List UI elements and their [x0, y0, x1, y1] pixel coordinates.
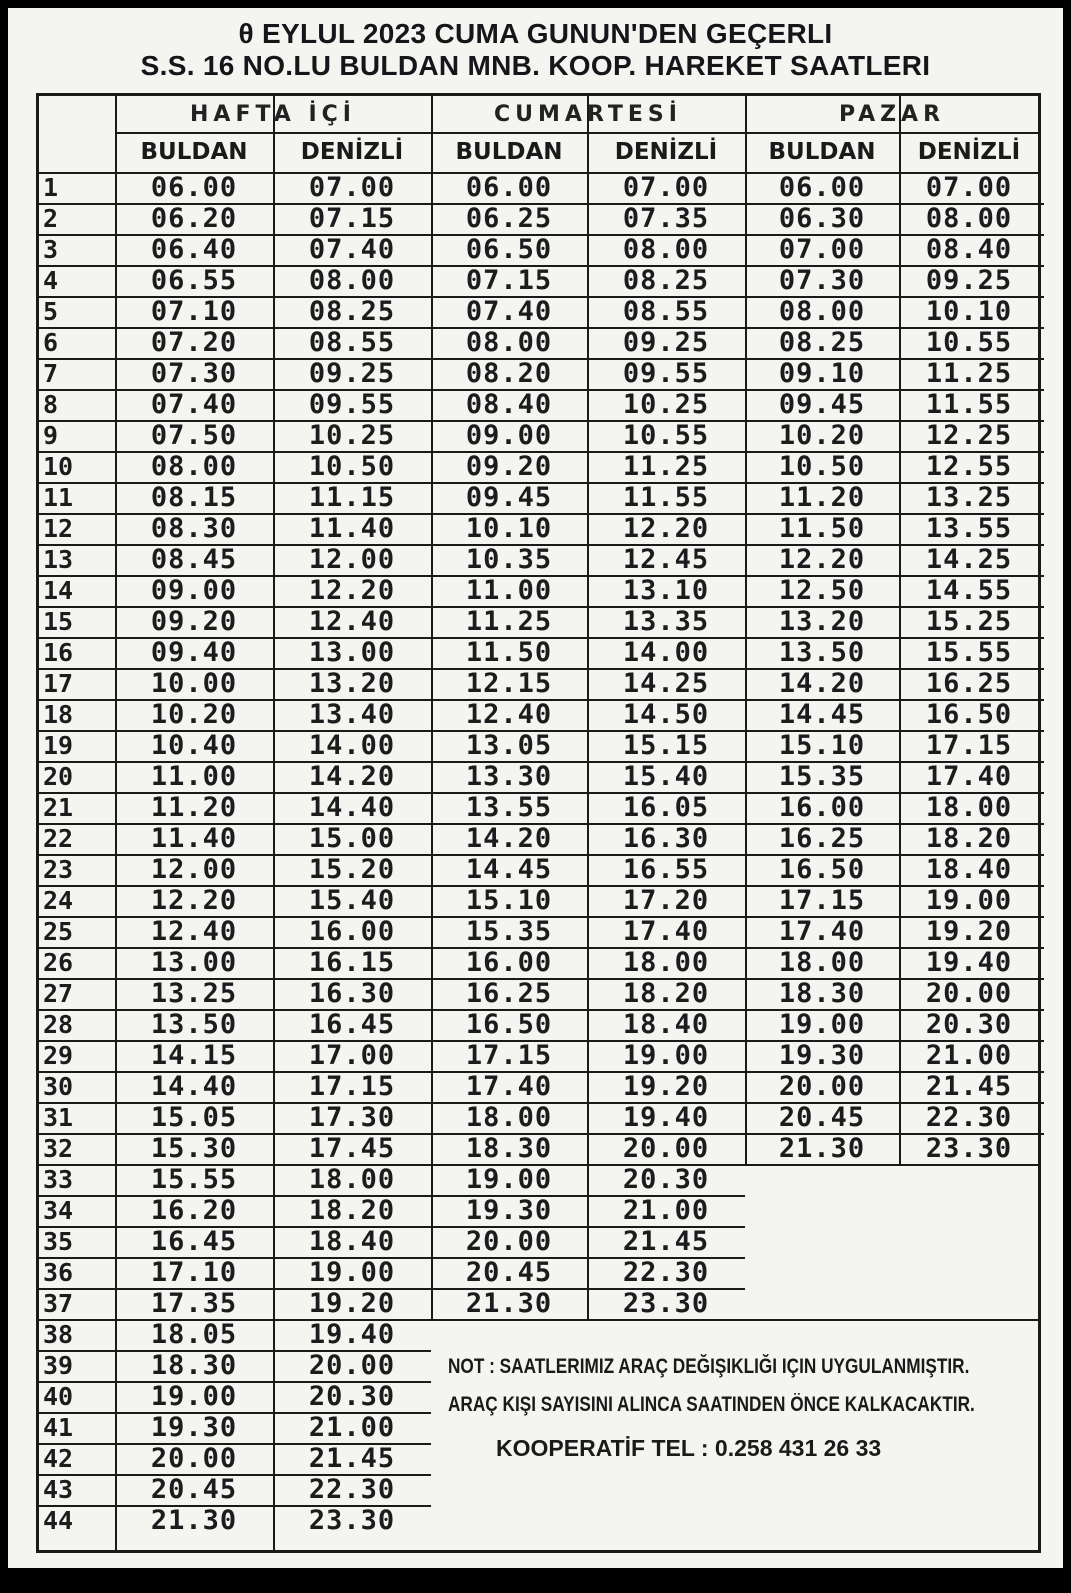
pazar-time: 18.30: [778, 978, 866, 1009]
pazar-time: 09.25: [925, 265, 1013, 296]
pazar-time: 08.00: [778, 296, 866, 327]
hafta_ici-time: 13.00: [308, 637, 396, 668]
row-number: 30: [43, 1072, 74, 1101]
hafta_ici-time: 15.55: [150, 1164, 238, 1195]
pazar-time: 07.00: [925, 172, 1013, 203]
row-number: 10: [43, 452, 74, 481]
hafta_ici-time: 08.55: [308, 327, 396, 358]
hafta_ici-time: 11.15: [308, 482, 396, 513]
cumartesi-time: 18.30: [465, 1133, 553, 1164]
timetable-sheet: [8, 8, 1063, 1568]
hafta_ici-time: 07.40: [308, 234, 396, 265]
hafta_ici-time: 23.30: [308, 1505, 396, 1536]
row-number: 16: [43, 638, 74, 667]
row-number: 40: [43, 1382, 74, 1411]
hafta_ici-time: 09.00: [150, 575, 238, 606]
pazar-time: 17.40: [778, 916, 866, 947]
hafta_ici-time: 14.15: [150, 1040, 238, 1071]
pazar-time: 16.00: [778, 792, 866, 823]
hafta_ici-time: 20.00: [308, 1350, 396, 1381]
row-number: 19: [43, 731, 74, 760]
hafta_ici-time: 09.20: [150, 606, 238, 637]
pazar-time: 11.55: [925, 389, 1013, 420]
cumartesi-time: 19.20: [622, 1071, 710, 1102]
hafta_ici-time: 15.00: [308, 823, 396, 854]
cumartesi-time: 09.20: [465, 451, 553, 482]
row-number: 38: [43, 1320, 74, 1349]
cumartesi-time: 10.10: [465, 513, 553, 544]
pazar-time: 18.00: [925, 792, 1013, 823]
row-number: 39: [43, 1351, 74, 1380]
group-header-divider: [115, 132, 1038, 134]
cumartesi-time: 11.25: [622, 451, 710, 482]
cumartesi-time: 06.25: [465, 203, 553, 234]
hafta_ici-time: 13.20: [308, 668, 396, 699]
hafta_ici-time: 22.30: [308, 1474, 396, 1505]
cumartesi-time: 22.30: [622, 1257, 710, 1288]
row-number: 17: [43, 669, 74, 698]
hafta_ici-time: 21.00: [308, 1412, 396, 1443]
pazar-time: 15.55: [925, 637, 1013, 668]
cumartesi-time: 10.25: [622, 389, 710, 420]
hafta_ici-time: 19.00: [150, 1381, 238, 1412]
hafta_ici-time: 16.30: [308, 978, 396, 1009]
pazar-time: 14.20: [778, 668, 866, 699]
cumartesi-time: 12.15: [465, 668, 553, 699]
pazar-time: 10.20: [778, 420, 866, 451]
cumartesi-time: 19.30: [465, 1195, 553, 1226]
pazar-time: 17.40: [925, 761, 1013, 792]
hafta_ici-time: 16.45: [308, 1009, 396, 1040]
pazar-time: 14.25: [925, 544, 1013, 575]
cumartesi-time: 14.45: [465, 854, 553, 885]
pazar-time: 07.30: [778, 265, 866, 296]
hafta_ici-time: 15.05: [150, 1102, 238, 1133]
row-number: 24: [43, 886, 74, 915]
note-line-1: NOT : SAATLERIMIZ ARAÇ DEĞIŞIKLIĞI IÇIN UYGULANMIŞTIR.: [448, 1355, 970, 1378]
hafta_ici-time: 08.45: [150, 544, 238, 575]
row-number: 44: [43, 1506, 74, 1535]
pazar-time: 09.10: [778, 358, 866, 389]
pazar-time: 19.00: [778, 1009, 866, 1040]
hafta_ici-time: 12.00: [308, 544, 396, 575]
cumartesi-time: 14.20: [465, 823, 553, 854]
row-number: 12: [43, 514, 74, 543]
cumartesi-time: 13.05: [465, 730, 553, 761]
hafta_ici-time: 18.30: [150, 1350, 238, 1381]
group-header-2: PAZAR: [838, 102, 946, 127]
cumartesi-time: 08.00: [465, 327, 553, 358]
pazar-time: 14.55: [925, 575, 1013, 606]
row-number: 6: [43, 328, 59, 357]
hafta_ici-time: 14.20: [308, 761, 396, 792]
hafta_ici-time: 13.25: [150, 978, 238, 1009]
pazar-time: 13.20: [778, 606, 866, 637]
pazar-end-line: [745, 1164, 1038, 1166]
row-number: 32: [43, 1134, 74, 1163]
cumartesi-time: 13.35: [622, 606, 710, 637]
hafta_ici-time: 15.40: [308, 885, 396, 916]
hafta_ici-time: 11.40: [308, 513, 396, 544]
hafta_ici-time: 08.25: [308, 296, 396, 327]
cumartesi-time: 09.45: [465, 482, 553, 513]
hafta_ici-time: 18.20: [308, 1195, 396, 1226]
hafta_ici-time: 09.55: [308, 389, 396, 420]
hafta_ici-time: 17.00: [308, 1040, 396, 1071]
hafta_ici-time: 08.00: [308, 265, 396, 296]
row-number: 36: [43, 1258, 74, 1287]
cumartesi-time: 14.25: [622, 668, 710, 699]
cumartesi-time: 06.50: [465, 234, 553, 265]
row-number: 11: [43, 483, 74, 512]
hafta_ici-time: 15.20: [308, 854, 396, 885]
pazar-time: 16.25: [778, 823, 866, 854]
hafta_ici-time: 21.45: [308, 1443, 396, 1474]
row-number: 26: [43, 948, 74, 977]
pazar-time: 17.15: [778, 885, 866, 916]
row-number: 29: [43, 1041, 74, 1070]
pazar-time: 18.40: [925, 854, 1013, 885]
pazar-time: 14.45: [778, 699, 866, 730]
pazar-time: 10.10: [925, 296, 1013, 327]
row-number: 20: [43, 762, 74, 791]
row-number: 14: [43, 576, 74, 605]
cumartesi-time: 07.35: [622, 203, 710, 234]
cumartesi-time: 18.00: [622, 947, 710, 978]
cumartesi-time: 06.00: [465, 172, 553, 203]
hafta_ici-time: 12.20: [150, 885, 238, 916]
hafta_ici-time: 12.20: [308, 575, 396, 606]
row-number: 42: [43, 1444, 74, 1473]
hafta_ici-time: 14.00: [308, 730, 396, 761]
hafta_ici-time: 19.20: [308, 1288, 396, 1319]
cooperative-phone: KOOPERATİF TEL : 0.258 431 26 33: [496, 1435, 882, 1461]
pazar-time: 22.30: [925, 1102, 1013, 1133]
pazar-time: 07.00: [778, 234, 866, 265]
row-number: 13: [43, 545, 74, 574]
row-number: 15: [43, 607, 74, 636]
row-number: 43: [43, 1475, 74, 1504]
pazar-time: 23.30: [925, 1133, 1013, 1164]
hafta_ici-time: 11.20: [150, 792, 238, 823]
column-header-2: BULDAN: [455, 139, 563, 165]
hafta_ici-time: 07.30: [150, 358, 238, 389]
row-number: 18: [43, 700, 74, 729]
cumartesi-time: 17.40: [465, 1071, 553, 1102]
hafta_ici-time: 13.50: [150, 1009, 238, 1040]
row-number: 1: [43, 173, 59, 202]
cumartesi-time: 20.00: [622, 1133, 710, 1164]
hafta_ici-time: 19.00: [308, 1257, 396, 1288]
hafta_ici-time: 21.30: [150, 1505, 238, 1536]
cumartesi-time: 21.30: [465, 1288, 553, 1319]
cumartesi-time: 15.10: [465, 885, 553, 916]
cumartesi-time: 16.05: [622, 792, 710, 823]
cumartesi-time: 11.25: [465, 606, 553, 637]
pazar-time: 15.25: [925, 606, 1013, 637]
cumartesi-time: 20.00: [465, 1226, 553, 1257]
pazar-time: 18.20: [925, 823, 1013, 854]
cumartesi-time: 07.00: [622, 172, 710, 203]
pazar-time: 16.25: [925, 668, 1013, 699]
cumartesi-time: 07.40: [465, 296, 553, 327]
hafta_ici-time: 10.40: [150, 730, 238, 761]
row-number: 41: [43, 1413, 74, 1442]
pazar-time: 11.25: [925, 358, 1013, 389]
cumartesi-time: 21.00: [622, 1195, 710, 1226]
pazar-time: 11.50: [778, 513, 866, 544]
pazar-time: 08.25: [778, 327, 866, 358]
hafta_ici-time: 11.40: [150, 823, 238, 854]
cumartesi-time: 07.15: [465, 265, 553, 296]
pazar-time: 06.00: [778, 172, 866, 203]
pazar-time: 10.50: [778, 451, 866, 482]
pazar-time: 16.50: [925, 699, 1013, 730]
cumartesi-time: 13.30: [465, 761, 553, 792]
hafta_ici-time: 12.40: [150, 916, 238, 947]
row-number: 2: [43, 204, 59, 233]
column-header-0: BULDAN: [140, 139, 248, 165]
hafta_ici-time: 19.40: [308, 1319, 396, 1350]
cumartesi-time: 08.55: [622, 296, 710, 327]
cumartesi-time: 18.00: [465, 1102, 553, 1133]
row-number: 27: [43, 979, 74, 1008]
pazar-time: 19.00: [925, 885, 1013, 916]
hafta_ici-time: 17.30: [308, 1102, 396, 1133]
note-block: [448, 1348, 1058, 1464]
pazar-time: 19.30: [778, 1040, 866, 1071]
hafta_ici-time: 14.40: [308, 792, 396, 823]
cumartesi-time: 20.30: [622, 1164, 710, 1195]
pazar-time: 12.20: [778, 544, 866, 575]
pazar-time: 12.25: [925, 420, 1013, 451]
row-number: 25: [43, 917, 74, 946]
pazar-time: 10.55: [925, 327, 1013, 358]
cumartesi-time: 23.30: [622, 1288, 710, 1319]
cumartesi-time: 09.00: [465, 420, 553, 451]
hafta_ici-time: 17.10: [150, 1257, 238, 1288]
hafta_ici-time: 15.30: [150, 1133, 238, 1164]
hafta_ici-time: 12.00: [150, 854, 238, 885]
pazar-time: 21.30: [778, 1133, 866, 1164]
pazar-time: 20.00: [778, 1071, 866, 1102]
cumartesi-time: 13.10: [622, 575, 710, 606]
hafta_ici-time: 08.30: [150, 513, 238, 544]
row-number: 9: [43, 421, 59, 450]
hafta_ici-time: 12.40: [308, 606, 396, 637]
pazar-time: 11.20: [778, 482, 866, 513]
hafta_ici-time: 17.45: [308, 1133, 396, 1164]
hafta_ici-time: 07.00: [308, 172, 396, 203]
row-number: 7: [43, 359, 59, 388]
hafta_ici-time: 20.45: [150, 1474, 238, 1505]
pazar-time: 20.45: [778, 1102, 866, 1133]
row-number: 22: [43, 824, 74, 853]
cumartesi-time: 19.00: [622, 1040, 710, 1071]
hafta_ici-time: 07.40: [150, 389, 238, 420]
hafta_ici-time: 06.20: [150, 203, 238, 234]
hafta_ici-time: 10.20: [150, 699, 238, 730]
row-number: 37: [43, 1289, 74, 1318]
row-number: 4: [43, 266, 59, 295]
cumartesi-time: 08.25: [622, 265, 710, 296]
pazar-time: 16.50: [778, 854, 866, 885]
pazar-time: 20.00: [925, 978, 1013, 1009]
pazar-time: 06.30: [778, 203, 866, 234]
cumartesi-time: 09.55: [622, 358, 710, 389]
cumartesi-time: 17.15: [465, 1040, 553, 1071]
row-number: 3: [43, 235, 59, 264]
column-header-3: DENİZLİ: [614, 139, 718, 165]
cumartesi-time: 18.40: [622, 1009, 710, 1040]
cumartesi-time: 12.20: [622, 513, 710, 544]
pazar-time: 15.10: [778, 730, 866, 761]
hafta_ici-time: 10.25: [308, 420, 396, 451]
cumartesi-time: 15.15: [622, 730, 710, 761]
row-number: 31: [43, 1103, 74, 1132]
cumartesi-time: 15.40: [622, 761, 710, 792]
hafta_ici-time: 17.15: [308, 1071, 396, 1102]
sheet-header: [8, 18, 1063, 82]
hafta_ici-time: 16.15: [308, 947, 396, 978]
hafta_ici-time: 13.40: [308, 699, 396, 730]
cumartesi-time: 11.55: [622, 482, 710, 513]
cumartesi-time: 10.55: [622, 420, 710, 451]
pazar-time: 13.25: [925, 482, 1013, 513]
cumartesi-time: 19.00: [465, 1164, 553, 1195]
hafta_ici-time: 14.40: [150, 1071, 238, 1102]
cumartesi-time: 14.00: [622, 637, 710, 668]
pazar-time: 12.55: [925, 451, 1013, 482]
cumartesi-time: 16.50: [465, 1009, 553, 1040]
pazar-time: 19.20: [925, 916, 1013, 947]
cumartesi-time: 11.50: [465, 637, 553, 668]
row-number: 5: [43, 297, 59, 326]
group-header-1: CUMARTESİ: [494, 102, 682, 127]
hafta_ici-time: 20.30: [308, 1381, 396, 1412]
hafta_ici-time: 07.15: [308, 203, 396, 234]
cumartesi-time: 10.35: [465, 544, 553, 575]
pazar-time: 20.30: [925, 1009, 1013, 1040]
hafta_ici-time: 19.30: [150, 1412, 238, 1443]
pazar-time: 08.00: [925, 203, 1013, 234]
pazar-time: 18.00: [778, 947, 866, 978]
group-header-0: HAFTA İÇİ: [190, 102, 356, 127]
validity-line: θ EYLUL 2023 CUMA GUNUN'DEN GEÇERLI: [238, 18, 833, 49]
cumartesi-time: 18.20: [622, 978, 710, 1009]
row-number: 35: [43, 1227, 74, 1256]
hafta_ici-time: 18.00: [308, 1164, 396, 1195]
hafta_ici-time: 08.00: [150, 451, 238, 482]
hafta_ici-time: 18.40: [308, 1226, 396, 1257]
cumartesi-time: 16.55: [622, 854, 710, 885]
hafta_ici-time: 16.20: [150, 1195, 238, 1226]
pazar-time: 13.50: [778, 637, 866, 668]
pazar-time: 19.40: [925, 947, 1013, 978]
row-number: 34: [43, 1196, 74, 1225]
hafta_ici-time: 07.10: [150, 296, 238, 327]
pazar-time: 21.00: [925, 1040, 1013, 1071]
schedule-title: S.S. 16 NO.LU BULDAN MNB. KOOP. HAREKET SAATLERI: [140, 50, 931, 81]
cumartesi-time: 16.00: [465, 947, 553, 978]
column-header-4: BULDAN: [768, 139, 876, 165]
pazar-time: 17.15: [925, 730, 1013, 761]
pazar-time: 13.55: [925, 513, 1013, 544]
hafta_ici-time: 09.40: [150, 637, 238, 668]
cumartesi-time: 09.25: [622, 327, 710, 358]
cumartesi-time: 08.00: [622, 234, 710, 265]
cumartesi-time: 13.55: [465, 792, 553, 823]
row-number: 33: [43, 1165, 74, 1194]
cumartesi-time: 21.45: [622, 1226, 710, 1257]
hafta_ici-time: 13.00: [150, 947, 238, 978]
column-header-5: DENİZLİ: [917, 139, 1021, 165]
cumartesi-time: 17.20: [622, 885, 710, 916]
hafta_ici-time: 18.05: [150, 1319, 238, 1350]
hafta_ici-time: 17.35: [150, 1288, 238, 1319]
cumartesi-time: 12.45: [622, 544, 710, 575]
hafta_ici-time: 06.55: [150, 265, 238, 296]
cumartesi-time: 20.45: [465, 1257, 553, 1288]
hafta_ici-time: 10.00: [150, 668, 238, 699]
pazar-time: 21.45: [925, 1071, 1013, 1102]
hafta_ici-time: 06.00: [150, 172, 238, 203]
cumartesi-end-line: [431, 1319, 1039, 1321]
hafta_ici-time: 07.50: [150, 420, 238, 451]
hafta_ici-time: 20.00: [150, 1443, 238, 1474]
cumartesi-time: 08.40: [465, 389, 553, 420]
cumartesi-time: 19.40: [622, 1102, 710, 1133]
pazar-time: 08.40: [925, 234, 1013, 265]
note-line-2: ARAÇ KIŞI SAYISINI ALINCA SAATINDEN ÖNCE KALKACAKTIR.: [448, 1393, 975, 1416]
cumartesi-time: 15.35: [465, 916, 553, 947]
pazar-time: 09.45: [778, 389, 866, 420]
hafta_ici-time: 11.00: [150, 761, 238, 792]
pazar-time: 15.35: [778, 761, 866, 792]
cumartesi-time: 11.00: [465, 575, 553, 606]
row-number: 21: [43, 793, 74, 822]
cumartesi-time: 12.40: [465, 699, 553, 730]
hafta_ici-time: 16.45: [150, 1226, 238, 1257]
cumartesi-time: 17.40: [622, 916, 710, 947]
row-number: 8: [43, 390, 59, 419]
cumartesi-time: 14.50: [622, 699, 710, 730]
timetable-grid: [36, 93, 1041, 1553]
hafta_ici-time: 06.40: [150, 234, 238, 265]
row-number: 23: [43, 855, 74, 884]
cumartesi-time: 16.25: [465, 978, 553, 1009]
hafta_ici-time: 10.50: [308, 451, 396, 482]
pazar-time: 12.50: [778, 575, 866, 606]
hafta_ici-time: 07.20: [150, 327, 238, 358]
hafta_ici-time: 09.25: [308, 358, 396, 389]
row-number: 28: [43, 1010, 74, 1039]
hafta_ici-time: 08.15: [150, 482, 238, 513]
cumartesi-time: 16.30: [622, 823, 710, 854]
cumartesi-time: 08.20: [465, 358, 553, 389]
hafta_ici-time: 16.00: [308, 916, 396, 947]
column-header-1: DENİZLİ: [300, 139, 404, 165]
